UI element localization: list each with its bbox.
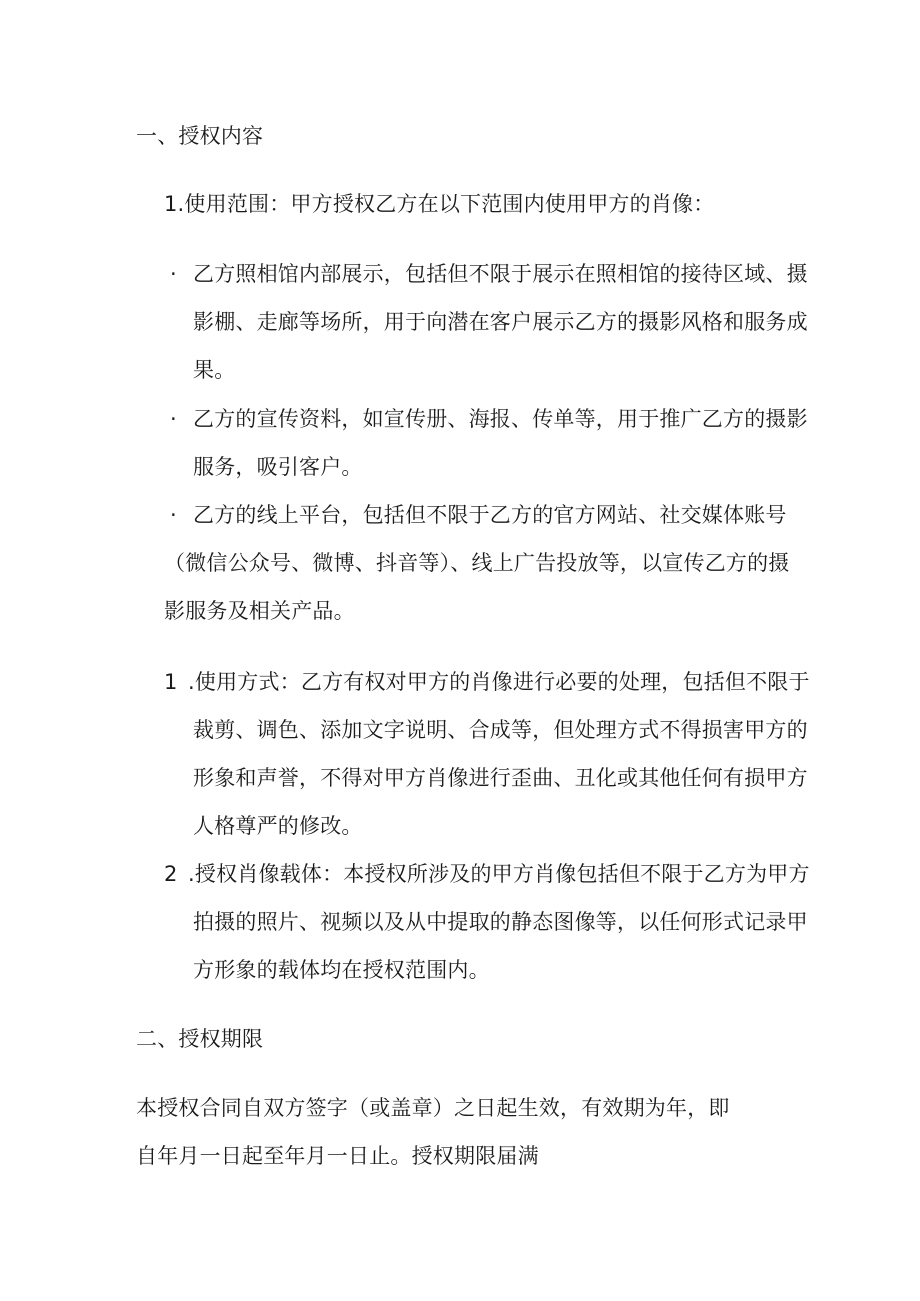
- usage-method-line-2: 裁剪、调色、添加文字说明、合成等，但处理方式不得损害甲方的: [193, 718, 808, 742]
- item-number: 2: [164, 862, 178, 886]
- usage-method-line-1: .使用方式：乙方有权对甲方的肖像进行必要的处理，包括但不限于: [188, 670, 810, 694]
- bullet-marker: ·: [170, 262, 177, 286]
- bullet-1-line-1: 乙方照相馆内部展示，包括但不限于展示在照相馆的接待区域、摄: [193, 262, 808, 286]
- term-line-1: 本授权合同自双方签字（或盖章）之日起生效，有效期为年，即: [136, 1096, 730, 1120]
- bullet-marker: ·: [170, 407, 177, 431]
- usage-method-line-3: 形象和声誉，不得对甲方肖像进行歪曲、丑化或其他任何有损甲方: [193, 766, 808, 790]
- bullet-2-line-1: 乙方的宣传资料，如宣传册、海报、传单等，用于推广乙方的摄影: [193, 407, 808, 431]
- section-heading-1: 一、授权内容: [136, 124, 264, 148]
- bullet-1-line-2: 影棚、走廊等场所，用于向潜在客户展示乙方的摄影风格和服务成: [193, 310, 808, 334]
- item-number: 1: [164, 670, 178, 694]
- usage-method-line-4: 人格尊严的修改。: [193, 814, 363, 838]
- term-line-2: 自年月一日起至年月一日止。授权期限届满: [136, 1144, 539, 1168]
- bullet-3-line-1: 乙方的线上平台，包括但不限于乙方的官方网站、社交媒体账号: [193, 503, 787, 527]
- bullet-marker: ·: [170, 503, 177, 527]
- carrier-line-3: 方形象的载体均在授权范围内。: [193, 958, 490, 982]
- bullet-1-line-3: 果。: [193, 358, 236, 382]
- bullet-2-line-2: 服务，吸引客户。: [193, 455, 363, 479]
- carrier-line-2: 拍摄的照片、视频以及从中提取的静态图像等，以任何形式记录甲: [193, 910, 808, 934]
- usage-scope-item: 1.使用范围：甲方授权乙方在以下范围内使用甲方的肖像：: [164, 192, 715, 216]
- section-heading-2: 二、授权期限: [136, 1027, 264, 1051]
- bullet-3-line-3: 影服务及相关产品。: [164, 599, 355, 623]
- carrier-line-1: .授权肖像载体：本授权所涉及的甲方肖像包括但不限于乙方为甲方: [188, 862, 810, 886]
- bullet-3-line-2: （微信公众号、微博、抖音等）、线上广告投放等，以宣传乙方的摄: [164, 551, 790, 575]
